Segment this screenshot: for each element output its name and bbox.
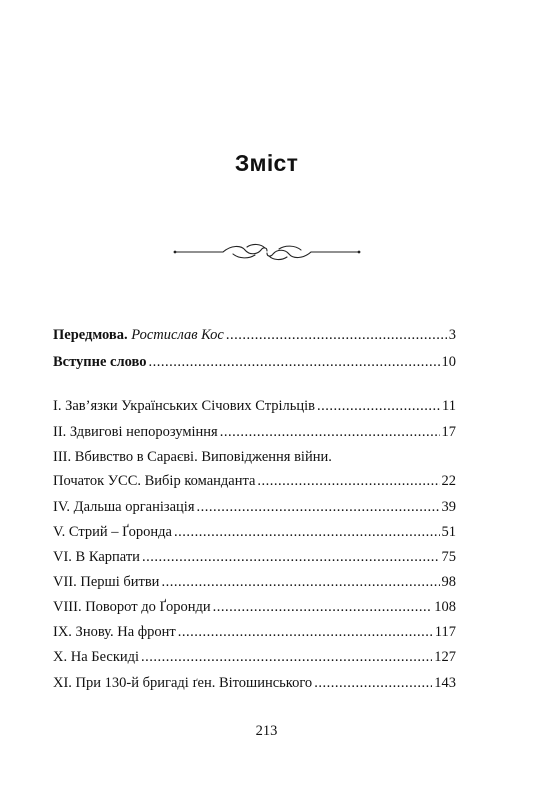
toc-page-number: 51 <box>441 524 456 540</box>
toc-entry-label: Початок УСС. Вибір команданта <box>53 473 256 489</box>
dot-leader <box>197 497 440 517</box>
decorative-flourish-divider <box>173 241 361 263</box>
toc-entry-label: IX. Знову. На фронт <box>53 624 176 640</box>
dot-leader <box>257 471 439 491</box>
toc-page-number: 75 <box>441 549 456 565</box>
toc-preface-title: Передмова. <box>53 327 128 343</box>
toc-page-number: 127 <box>434 649 456 665</box>
toc-entry-label: VII. Перші битви <box>53 574 160 590</box>
toc-entry-chapter <box>53 547 456 567</box>
toc-page-number: 143 <box>434 675 456 691</box>
dot-leader <box>174 522 440 542</box>
toc-page-number: 11 <box>442 398 456 414</box>
toc-entry-chapter <box>53 647 456 667</box>
toc-entry-chapter <box>53 522 456 542</box>
toc-page-number: 10 <box>441 354 456 370</box>
toc-entry-label: I. Зав’язки Українських Січових Стрільців <box>53 398 315 414</box>
dot-leader <box>314 673 432 693</box>
dot-leader <box>178 622 433 642</box>
toc-entry-chapter <box>53 471 456 491</box>
toc-page-number: 17 <box>441 424 456 440</box>
toc-entry-label <box>53 352 147 372</box>
page-title: Зміст <box>234 150 299 176</box>
toc-entry-label: X. На Бескиді <box>53 649 140 665</box>
toc-page-number: 98 <box>441 574 456 590</box>
dot-leader <box>226 325 447 345</box>
toc-entry-chapter <box>53 673 456 693</box>
toc-entry-label: XI. При 130-й бригаді ґен. Вітошинського <box>53 675 313 691</box>
toc-entry-label: VI. В Карпати <box>53 549 140 565</box>
toc-entry-intro <box>53 352 456 372</box>
toc-entry-chapter <box>53 396 456 416</box>
toc-entry-label: V. Стрий – Ґоронда <box>53 524 172 540</box>
dot-leader <box>149 352 440 372</box>
toc-entry-chapter <box>53 422 456 442</box>
toc-page-number: 108 <box>434 599 456 615</box>
toc-page-number: 39 <box>441 499 456 515</box>
toc-entry-chapter <box>53 597 456 617</box>
toc-entry-chapter <box>53 622 456 642</box>
toc-page-number: 22 <box>441 473 456 489</box>
toc-entry-label: VIII. Поворот до Ґоронди <box>53 599 211 615</box>
toc-intro-title: Вступне слово <box>53 354 147 370</box>
toc-preface-author: Ростислав Кос <box>131 327 224 343</box>
dot-leader <box>220 422 440 442</box>
toc-entry-label <box>53 325 224 345</box>
toc-entry-chapter <box>53 572 456 592</box>
toc-entry-preface <box>53 325 456 345</box>
toc-entry-chapter-heading <box>53 447 456 467</box>
toc-page-number: 3 <box>448 327 456 343</box>
toc-entry-label: IV. Дальша організація <box>53 499 195 515</box>
toc-entry-label: III. Вбивство в Сараєві. Виповідження війни. <box>53 449 332 465</box>
toc-page-number: 117 <box>434 624 456 640</box>
footer-page-number: 213 <box>255 723 278 739</box>
dot-leader <box>213 597 433 617</box>
dot-leader <box>317 396 440 416</box>
toc-entry-chapter <box>53 497 456 517</box>
dot-leader <box>161 572 439 592</box>
dot-leader <box>141 647 432 667</box>
dot-leader <box>142 547 440 567</box>
toc-entry-label: II. Здвигові непорозуміння <box>53 424 218 440</box>
